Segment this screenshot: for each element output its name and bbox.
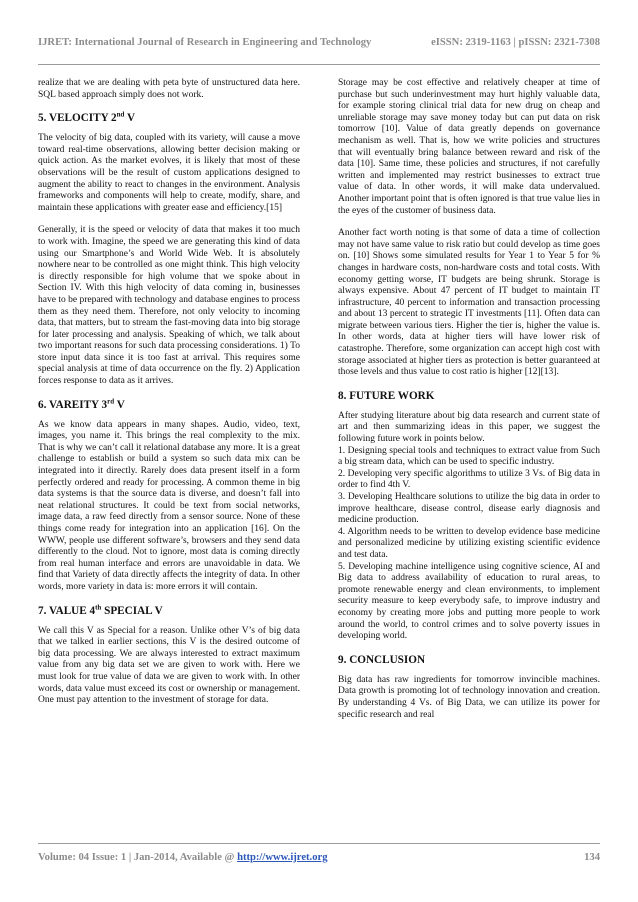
- left-column: [38, 78, 300, 707]
- future-work-intro: After studying literature about big data research and current state of art and then summarizing ideas in this paper, we suggest the following future work in points below.: [338, 410, 600, 445]
- value-paragraph-2: Another fact worth noting is that some of data a time of collection may not have same value to risk ratio but could develop as time goes on. [10] Shows some simulated results for Year 1 to Year 5 for % changes in hardware costs, non-hardware costs and total costs. With economy getting worse, IT budgets are being shrunk. Storage is always expensive. About 47 percent of IT budget to maintain IT infrastructure, 40 percent to information and transaction processing and about 13 percent to strategic IT investments [11]. Often data can migrate between various tiers. Higher the tier is, higher the value is. In other words, data at higher tiers will have lower risk of catastrophe. Therefore, some organization can accept high cost with storage associated at higher tiers as protection is better guaranteed at those levels and thus value to cost ratio is higher [12][13].: [338, 228, 600, 378]
- section-6-paragraph-1: As we know data appears in many shapes. Audio, video, text, images, you name it. This brings the real complexity to the mix. That is why we can’t call it relational database any more. It is a great challenge to establish or build a system so such data mix can be integrated into it directly. Rarely does data present itself in a form perfectly ordered and ready for processing. A common theme in big data systems is that the source data is diverse, and doesn’t fall into neat relational structures. It could be text from social networks, image data, a raw feed directly from a sensor source. None of these things come ready for integration into an application [16]. On the WWW, people use different software’s, browsers and they send data differently to the cloud. Not to ignore, most data is coming directly from real human interface and errors are unavoidable in data. We find that Variety of data directly affects the integrity of data. In other words, more variety in data is: more errors it will contain.: [38, 419, 300, 592]
- right-column: [338, 78, 600, 721]
- list-item: 4. Algorithm needs to be written to develop evidence base medicine and personalized medicine by utilizing existing scientific evidence and test data.: [338, 526, 600, 560]
- value-paragraph-1: Storage may be cost effective and relatively cheaper at time of purchase but such underinvestment may hurt highly valuable data, for example storing clinical trial data for new drug on cheap and unreliable storage may save money today but can put data on risk tomorrow [10]. Value of data greatly depends on governance mechanism as well. That is, how we write policies and structures that will eventually bring balance between reward and risk of the data [10]. Same time, these policies and structures, if not carefully written and implemented may restrict businesses to extract true value of data. In other words, it will make data undervalued. Another important point that is often ignored is that true value lies in the eyes of the customer of business data.: [338, 78, 600, 216]
- running-header: [38, 37, 600, 51]
- section-7-paragraph-1: We call this V as Special for a reason. Unlike other V’s of big data that we talked in earlier sections, this V is the desired outcome of big data processing. We are always interested to extract maximum value from any big data set we are given to work with. Here we must look for true value of data we are given to work with. In other words, data value must exceed its cost or ownership or management. One must pay attention to the investment of storage for data.: [38, 625, 300, 706]
- list-item: 2. Developing very specific algorithms to utilize 3 Vs. of Big data in order to find 4th V.: [338, 468, 600, 491]
- journal-title: IJRET: International Journal of Research in Engineering and Technology: [38, 37, 372, 48]
- running-footer: [38, 852, 600, 866]
- list-item: 5. Developing machine intelligence using cognitive science, AI and Big data to address availability of education to rural areas, to promote renewable energy and clean environments, to implement security measure to keep everybody safe, to improve industry and economy by creating more jobs and putting more people to work around the world, to control crimes and to solve poverty issues in developing world.: [338, 561, 600, 642]
- list-item: 3. Developing Healthcare solutions to utilize the big data in order to improve healthcare, disease control, disease early diagnosis and medicine production.: [338, 492, 600, 526]
- footer-divider: [38, 843, 600, 844]
- section-5-paragraph-2: Generally, it is the speed or velocity of data that makes it too much to work with. Imagine, the speed we are generating this kind of data using our Smartphone’s and World Wide Web. It is absolutely nowhere near to be controlled as one might think. This high velocity is directly responsible for high volume that we spoke about in Section IV. With this high velocity of data coming in, businesses have to be prepared with technology and database engines to process them as they need them. Therefore, not only velocity to incoming data, that matters, but to stream the fast-moving data into big storage for later processing and analysis. Speaking of which, we talk about two important reasons for such data processing considerations. 1) To store input data since it is too fast at arrival. This requires some special analysis at time of data occurrence on the fly. 2) Application forces response to data as it arrives.: [38, 225, 300, 387]
- section-6-heading: 6. VAREITY 3rd V: [38, 396, 125, 411]
- footer-volume: Volume: 04 Issue: 1 | Jan-2014, Available @ http://www.ijret.org: [38, 852, 328, 863]
- header-divider: [38, 64, 600, 65]
- section-9-heading: 9. CONCLUSION: [338, 653, 426, 666]
- page-number: 134: [584, 852, 600, 863]
- issn-label: eISSN: 2319-1163 | pISSN: 2321-7308: [431, 37, 600, 48]
- future-work-list: [338, 411, 600, 643]
- intro-paragraph: realize that we are dealing with peta byte of unstructured data here. SQL based approach simply does not work.: [38, 78, 300, 100]
- list-item: 1. Designing special tools and techniques to extract value from Such a big stream data, which can be used to specific industry.: [338, 445, 600, 468]
- section-7-heading: 7. VALUE 4th SPECIAL V: [38, 602, 163, 617]
- journal-link[interactable]: http://www.ijret.org: [237, 852, 328, 863]
- section-8-heading: 8. FUTURE WORK: [338, 389, 435, 402]
- conclusion-paragraph: Big data has raw ingredients for tomorrow invincible machines. Data growth is promoting lot of technology innovation and creation. By understanding 4 Vs. of Big Data, we can utilize its power for specific research and real: [338, 674, 600, 720]
- section-5-heading: 5. VELOCITY 2nd V: [38, 110, 136, 125]
- section-5-paragraph-1: The velocity of big data, coupled with its variety, will cause a move toward real-time observations, allowing better decision making or quick action. As the market evolves, it is likely that most of these observations will be the result of custom applications designed to augment the ability to react to changes in the environment. Analysis frameworks and components will help to create, modify, share, and maintain these applications with greater ease and efficiency.[15]: [38, 133, 300, 213]
